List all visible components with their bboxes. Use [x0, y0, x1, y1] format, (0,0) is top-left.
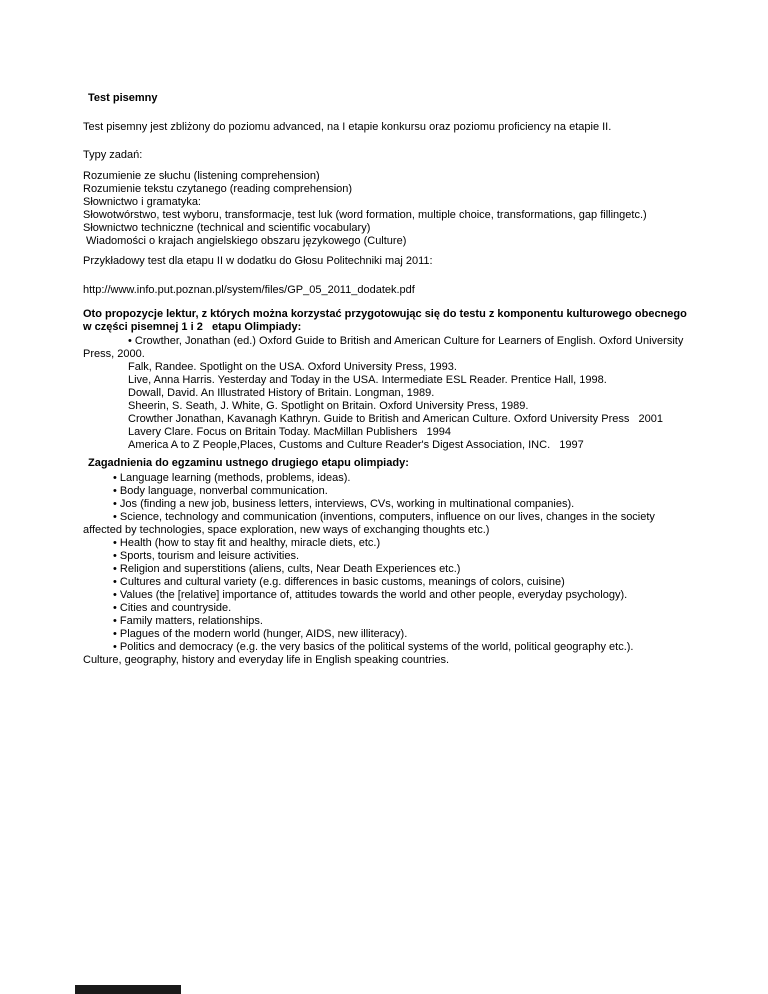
page-title: Test pisemny: [88, 92, 158, 104]
oral-topic-item: • Family matters, relationships.: [113, 615, 263, 627]
task-type-line: Wiadomości o krajach angielskiego obszaru językowego (Culture): [86, 235, 407, 247]
oral-topic-item: • Language learning (methods, problems, ideas).: [113, 472, 351, 484]
task-types-heading: Typy zadań:: [83, 149, 143, 161]
reading-list-heading: Oto propozycje lektur, z których można korzystać przygotowując się do testu z komponentu kulturowego obecnego w części pisemnej 1 i 2 etapu Olimpiady:: [83, 308, 690, 333]
oral-topic-item: • Sports, tourism and leisure activities.: [113, 550, 300, 562]
oral-topic-item: • Cultures and cultural variety (e.g. differences in basic customs, meanings of colors, cuisine): [113, 576, 565, 588]
reading-list-item: Crowther Jonathan, Kavanagh Kathryn. Guide to British and American Culture. Oxford University Press 2001: [128, 413, 663, 425]
reading-list-item: Dowall, David. An Illustrated History of Britain. Longman, 1989.: [128, 387, 435, 399]
bottom-bar: [75, 985, 181, 994]
oral-topic-item: • Jos (finding a new job, business letters, interviews, CVs, working in multinational companies).: [113, 498, 575, 510]
oral-topic-item: • Politics and democracy (e.g. the very basics of the political systems of the world, political geography etc.).: [113, 641, 634, 653]
closing-line: Culture, geography, history and everyday life in English speaking countries.: [83, 654, 450, 666]
oral-topic-item: • Values (the [relative] importance of, attitudes towards the world and other people, everyday psychology).: [113, 589, 628, 601]
oral-topic-item: • Religion and superstitions (aliens, cults, Near Death Experiences etc.): [113, 563, 461, 575]
oral-topic-item: • Science, technology and communication (inventions, computers, influence on our lives, changes in the society affected by technologies, space exploration, new ways of exchanging thoughts etc.): [83, 511, 658, 536]
task-types-list: [83, 170, 696, 248]
oral-exam-heading: Zagadnienia do egzaminu ustnego drugiego etapu olimpiady:: [88, 457, 409, 469]
task-type-line: Słowotwórstwo, test wyboru, transformacje, test luk (word formation, multiple choice, transformations, gap fillingetc.): [83, 209, 647, 221]
oral-topic-item: • Health (how to stay fit and healthy, miracle diets, etc.): [113, 537, 381, 549]
task-type-line: Rozumienie tekstu czytanego (reading comprehension): [83, 183, 353, 195]
reading-list-item: Sheerin, S. Seath, J. White, G. Spotlight on Britain. Oxford University Press, 1989.: [128, 400, 529, 412]
intro-text: Test pisemny jest zbliżony do poziomu advanced, na I etapie konkursu oraz poziomu proficiency na etapie II.: [83, 121, 612, 133]
task-type-line: Słownictwo techniczne (technical and scientific vocabulary): [83, 222, 371, 234]
reading-list-item: America A to Z People,Places, Customs and Culture Reader's Digest Association, INC. 1997: [128, 439, 584, 451]
task-type-line: Rozumienie ze słuchu (listening comprehension): [83, 170, 320, 182]
oral-topic-item: • Cities and countryside.: [113, 602, 232, 614]
reading-list-item: Lavery Clare. Focus on Britain Today. MacMillan Publishers 1994: [128, 426, 452, 438]
sample-test-label: Przykładowy test dla etapu II w dodatku do Głosu Politechniki maj 2011:: [83, 255, 433, 267]
sample-test-url: http://www.info.put.poznan.pl/system/files/GP_05_2011_dodatek.pdf: [83, 284, 415, 296]
reading-list-item: Falk, Randee. Spotlight on the USA. Oxford University Press, 1993.: [128, 361, 457, 373]
reading-list-item: • Crowther, Jonathan (ed.) Oxford Guide to British and American Culture for Learners of English. Oxford University Press, 2000.: [83, 335, 687, 360]
reading-list: [83, 335, 696, 452]
oral-topic-item: • Plagues of the modern world (hunger, AIDS, new illiteracy).: [113, 628, 408, 640]
task-type-line: Słownictwo i gramatyka:: [83, 196, 201, 208]
oral-topics-list: [83, 472, 696, 667]
oral-topic-item: • Body language, nonverbal communication.: [113, 485, 328, 497]
reading-list-item: Live, Anna Harris. Yesterday and Today in the USA. Intermediate ESL Reader. Prentice Hall, 1998.: [128, 374, 607, 386]
